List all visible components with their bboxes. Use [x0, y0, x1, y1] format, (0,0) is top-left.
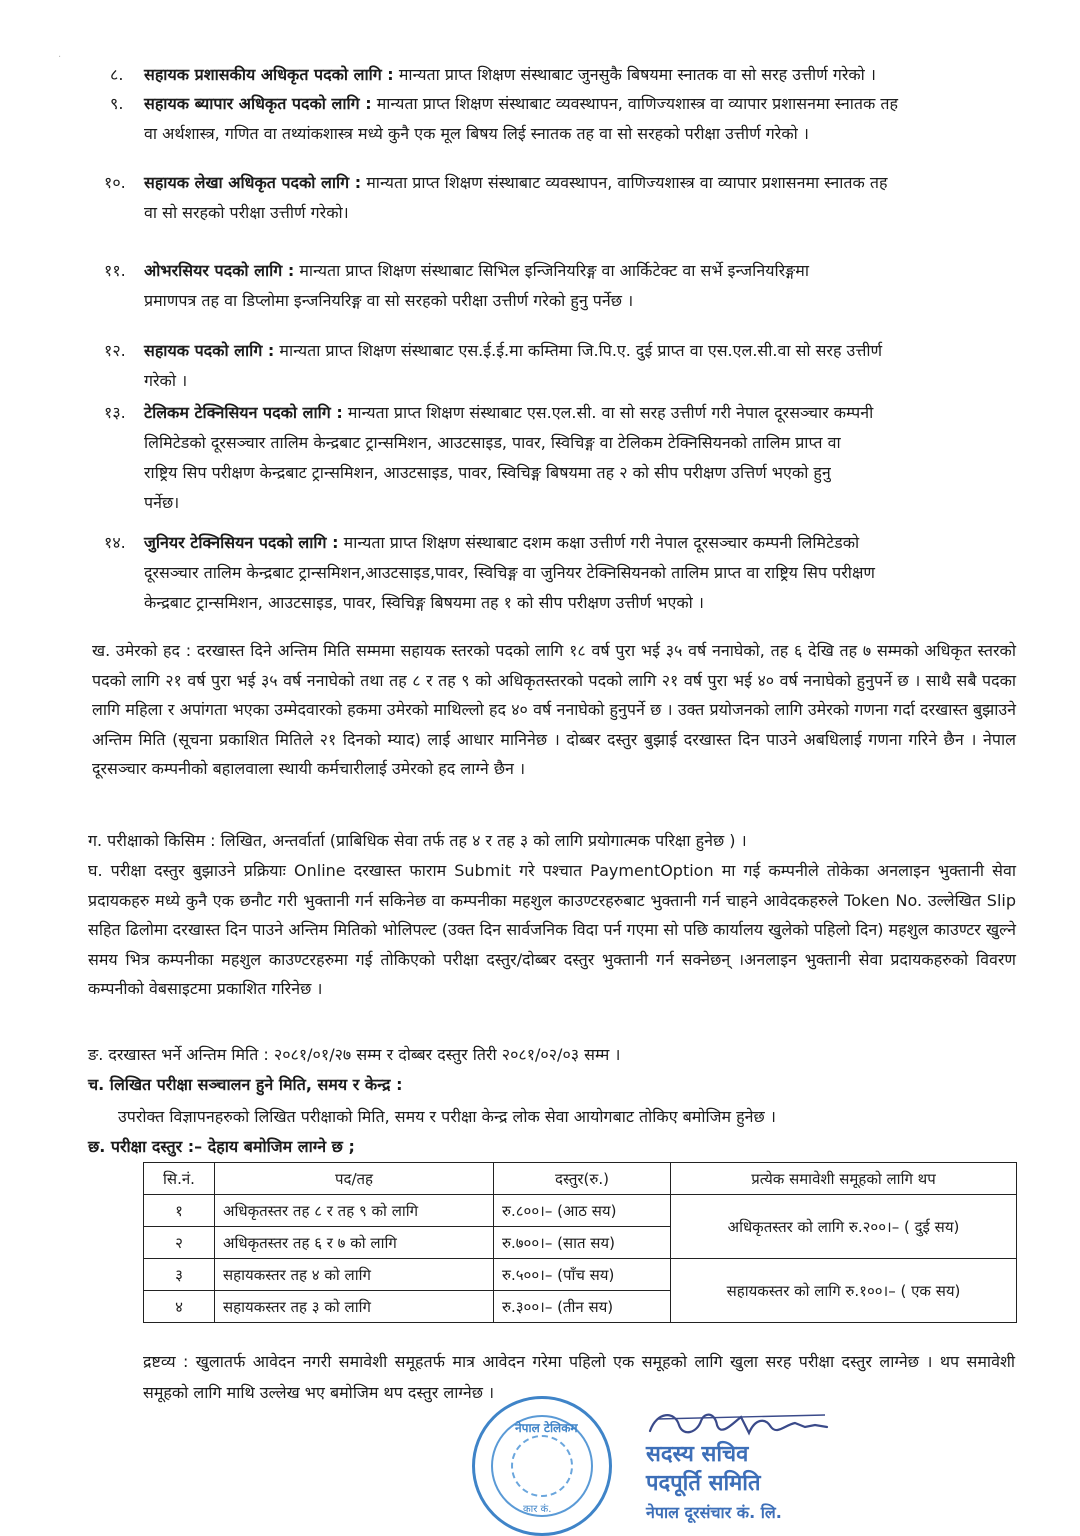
column-header: दस्तुर(रु.) [494, 1163, 671, 1195]
item-line: मान्यता प्राप्त शिक्षण संस्थाबाट दशम कक्षा उत्तीर्ण गरी नेपाल दूरसञ्चार कम्पनी लिमिटेडको [343, 533, 860, 552]
table-header-row [144, 1163, 1017, 1195]
item-number: १०. [104, 173, 126, 192]
item-number: १२. [104, 341, 126, 360]
item-heading: सहायक प्रशासकीय अधिकृत पदको लागि : [144, 65, 394, 84]
column-header: सि.नं. [144, 1163, 215, 1195]
item-line: मान्यता प्राप्त शिक्षण संस्थाबाट एस.ई.ई.मा कम्तिमा जि.पि.ए. दुई प्राप्त वा एस.एल.सी.वा सो सरह उत्तीर्ण [279, 341, 883, 360]
section-exam-schedule-heading: च. लिखित परीक्षा सञ्चालन हुने मिति, समय र केन्द्र : [88, 1075, 403, 1094]
item-12 [104, 336, 1020, 396]
post-cell: अधिकृतस्तर तह ६ र ७ को लागि [215, 1227, 494, 1259]
item-line: मान्यता प्राप्त शिक्षण संस्थाबाट व्यवस्थापन, वाणिज्यशास्त्र वा व्यापार प्रशासनमा स्नातक तह [376, 94, 898, 113]
table-row [144, 1259, 1017, 1291]
seal-emblem-icon [511, 1435, 573, 1497]
section-deadline: ङ. दरखास्त भर्ने अन्तिम मिति : २०८१/०१/२७ सम्म र दोब्बर दस्तुर तिरी २०८१/०२/०३ सम्म । [88, 1045, 621, 1064]
official-seal [472, 1396, 612, 1536]
item-line: पर्नेछ। [144, 493, 180, 512]
fee-cell: रु.८००।– (आठ सय) [494, 1195, 671, 1227]
serial-cell: २ [144, 1227, 215, 1259]
column-header: पद/तह [215, 1163, 494, 1195]
item-heading: सहायक पदको लागि : [144, 341, 275, 360]
serial-cell: ३ [144, 1259, 215, 1291]
item-10 [104, 168, 1020, 228]
item-line: लिमिटेडको दूरसञ्चार तालिम केन्द्रबाट ट्रान्समिशन, आउटसाइड, पावर, स्विचिङ्ग वा टेलिकम टेक्निसियनको तालिम प्राप्त वा [144, 433, 841, 452]
signatory-committee: पदपूर्ति समिति [646, 1471, 761, 1496]
item-11 [104, 256, 1020, 316]
serial-cell: ४ [144, 1291, 215, 1323]
item-line: मान्यता प्राप्त शिक्षण संस्थाबाट व्यवस्थापन, वाणिज्यशास्त्र वा व्यापार प्रशासनमा स्नातक तह [366, 173, 888, 192]
table-row [144, 1195, 1017, 1227]
item-line: केन्द्रबाट ट्रान्समिशन, आउटसाइड, पावर, स्विचिङ्ग बिषयमा तह १ को सीप परीक्षण उत्तीर्ण भएको । [144, 593, 704, 612]
item-line: मान्यता प्राप्त शिक्षण संस्थाबाट सिभिल इन्जिनियरिङ्ग वा आर्किटेक्ट वा सर्भे इन्जनियरिङ्गमा [299, 261, 810, 280]
item-line: मान्यता प्राप्त शिक्षण संस्थाबाट जुनसुकै बिषयमा स्नातक वा सो सरह उत्तीर्ण गरेको । [398, 65, 876, 84]
item-number: १४. [104, 533, 126, 552]
extra-fee-cell: अधिकृतस्तर को लागि रु.२००।– ( दुई सय) [671, 1195, 1017, 1259]
item-13 [104, 398, 1020, 518]
post-cell: सहायकस्तर तह ३ को लागि [215, 1291, 494, 1323]
item-heading: जुनियर टेक्निसियन पदको लागि : [144, 533, 339, 552]
item-9 [110, 89, 1020, 149]
signature-block [646, 1440, 782, 1527]
post-cell: अधिकृतस्तर तह ८ र तह ९ को लागि [215, 1195, 494, 1227]
item-line: वा अर्थशास्त्र, गणित वा तथ्यांकशास्त्र मध्ये कुनै एक मूल बिषय लिई स्नातक तह वा सो सरहको परीक्षा उत्तीर्ण गरेको । [144, 124, 809, 143]
column-header: प्रत्येक समावेशी समूहको लागि थप [671, 1163, 1017, 1195]
item-number: ८. [110, 65, 124, 84]
scan-mark: · [58, 52, 62, 63]
post-cell: सहायकस्तर तह ४ को लागि [215, 1259, 494, 1291]
extra-fee-cell: सहायकस्तर को लागि रु.१००।– ( एक सय) [671, 1259, 1017, 1323]
fee-cell: रु.५००।– (पाँच सय) [494, 1259, 671, 1291]
item-heading: सहायक लेखा अधिकृत पदको लागि : [144, 173, 362, 192]
section-age-limit: ख. उमेरको हद : दरखास्त दिने अन्तिम मिति सम्ममा सहायक स्तरको पदको लागि १८ वर्ष पुरा भई ३५ वर्ष ननाघेको, तह ६ देखि तह ७ सम्मको अधिकृत स्तरको पदको लागि २१ वर्ष पुरा भई ३५ वर्ष ननाघेको तथा तह ८ र तह ९ को अधिकृतस्तरको पदको लागि २१ वर्ष पुरा भई ४० वर्ष ननाघेको हुनुपर्ने छ । साथै सबै पदका लागि महिला र अपांगता भएका उम्मेदवारको हकमा उमेरको माथिल्लो हद ४० वर्ष ननाघेको हुनुपर्ने छ । उक्त प्रयोजनको लागि उमेरको गणना गर्दा दरखास्त बुझाउने अन्तिम मिति (सूचना प्रकाशित मितिले २१ दिनको म्याद) लाई आधार मानिनेछ । दोब्बर दस्तुर बुझाई दरखास्त दिन पाउने अबधिलाई गणना गरिने छैन । नेपाल दूरसञ्चार कम्पनीको बहालवाला स्थायी कर्मचारीलाई उमेरको हद लाग्ने छैन । [92, 641, 1016, 778]
signatory-organization: नेपाल दूरसंचार कं. लि. [646, 1503, 782, 1522]
item-line: राष्ट्रिय सिप परीक्षण केन्द्रबाट ट्रान्समिशन, आउटसाइड, पावर, स्विचिङ्ग बिषयमा तह २ को सीप परीक्षण उत्तिर्ण भएको हुनु [144, 463, 831, 482]
section-exam-schedule-body: उपरोक्त विज्ञापनहरुको लिखित परीक्षाको मिति, समय र परीक्षा केन्द्र लोक सेवा आयोगबाट तोकिए बमोजिम हुनेछ । [118, 1107, 776, 1126]
item-line: मान्यता प्राप्त शिक्षण संस्थाबाट एस.एल.सी. वा सो सरह उत्तीर्ण गरी नेपाल दूरसञ्चार कम्पनी [347, 403, 874, 422]
item-heading: सहायक ब्यापार अधिकृत पदको लागि : [144, 94, 372, 113]
item-8 [110, 60, 1020, 90]
item-number: ९. [110, 94, 124, 113]
item-number: १३. [104, 403, 126, 422]
section-exam-fee-heading: छ. परीक्षा दस्तुर :– देहाय बमोजिम लाग्ने छ ; [88, 1137, 355, 1156]
signatory-title: सदस्य सचिव [646, 1442, 749, 1467]
item-line: प्रमाणपत्र तह वा डिप्लोमा इन्जनियरिङ्ग वा सो सरहको परीक्षा उत्तीर्ण गरेको हुनु पर्नेछ । [144, 291, 634, 310]
item-line: वा सो सरहको परीक्षा उत्तीर्ण गरेको। [144, 203, 349, 222]
fee-cell: रु.३००।– (तीन सय) [494, 1291, 671, 1323]
section-exam-type: ग. परीक्षाको किसिम : लिखित, अन्तर्वार्ता (प्राबिधिक सेवा तर्फ तह ४ र तह ३ को लागि प्रयोगात्मक परिक्षा हुनेछ ) । [88, 831, 747, 850]
serial-cell: १ [144, 1195, 215, 1227]
section-fee-process: घ. परीक्षा दस्तुर बुझाउने प्रक्रियाः Online दरखास्त फाराम Submit गरे पश्चात PaymentOption मा गई कम्पनीले तोकेका अनलाइन भुक्तानी सेवा प्रदायकहरु मध्ये कुनै एक छनौट गरी भुक्तानी गर्न सकिनेछ वा कम्पनीका महशुल काउण्टरहरुबाट भुक्तानी गर्न चाहने आवेदकहरुले Token No. उल्लेखित Slip सहित ढिलोमा दरखास्त दिन पाउने अन्तिम मितिको भोलिपल्ट (उक्त दिन सार्वजनिक विदा पर्न गएमा सो पछि कार्यालय खुलेको पहिलो दिन) महशुल काउण्टर खुल्ने समय भित्र कम्पनीका महशुल काउण्टरहरुमा गई तोकिएको परीक्षा दस्तुर/दोब्बर दस्तुर भुक्तानी गर्न सक्नेछन् ।अनलाइन भुक्तानी सेवा प्रदायकहरुको विवरण कम्पनीको वेबसाइटमा प्रकाशित गरिनेछ । [88, 861, 1016, 998]
item-heading: टेलिकम टेक्निसियन पदको लागि : [144, 403, 343, 422]
item-line: गरेको । [144, 371, 188, 390]
handwritten-signature [645, 1403, 835, 1443]
note-paragraph: द्रष्टव्य : खुलातर्फ आवेदन नगरी समावेशी समूहतर्फ मात्र आवेदन गरेमा पहिलो एक समूहको लागि खुला सरह परीक्षा दस्तुर लाग्नेछ । थप समावेशी समूहको लागि माथि उल्लेख भए बमोजिम थप दस्तुर लाग्नेछ । [143, 1352, 1015, 1402]
item-line: दूरसञ्चार तालिम केन्द्रबाट ट्रान्समिशन,आउटसाइड,पावर, स्विचिङ्ग वा जुनियर टेक्निसियनको तालिम प्राप्त वा राष्ट्रिय सिप परीक्षण [144, 563, 875, 582]
exam-fee-table [143, 1162, 1017, 1323]
item-number: ११. [104, 261, 126, 280]
seal-text: नेपाल टेलिकम [515, 1421, 578, 1435]
seal-text: कार कं. [523, 1504, 552, 1515]
fee-cell: रु.७००।– (सात सय) [494, 1227, 671, 1259]
item-heading: ओभरसियर पदको लागि : [144, 261, 295, 280]
item-14 [104, 528, 1020, 618]
